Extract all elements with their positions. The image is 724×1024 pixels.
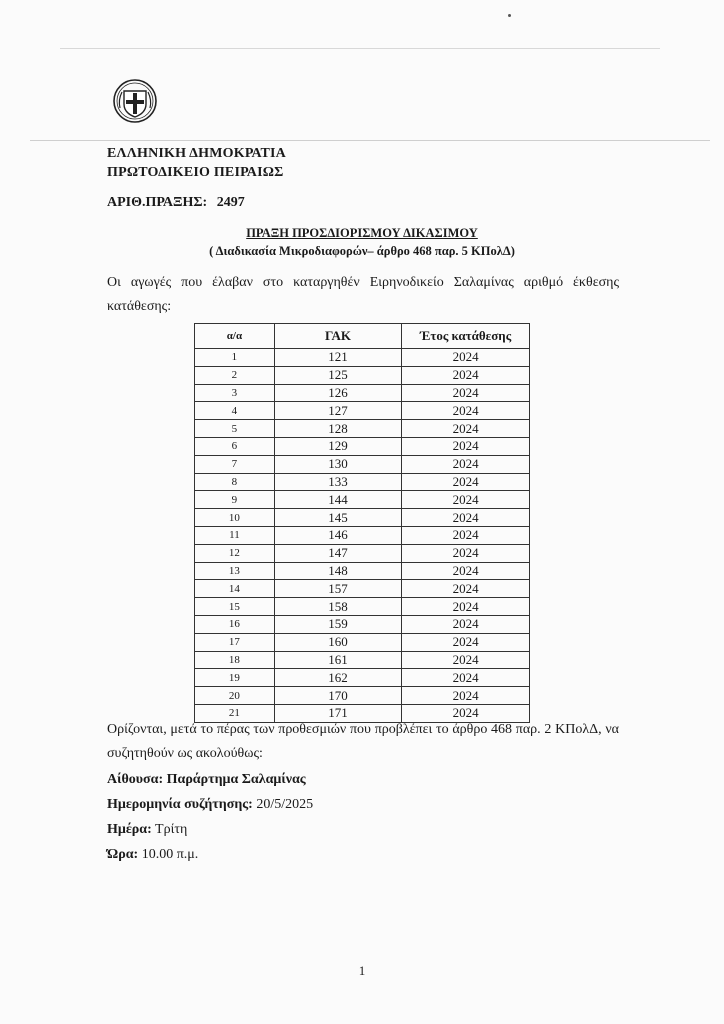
table-row [195,544,530,562]
table-row [195,615,530,633]
cell-gak: 158 [274,598,401,616]
cell-serial: 14 [195,580,275,598]
cell-serial: 5 [195,420,275,438]
cell-gak: 126 [274,384,401,402]
court-heading: ΠΡΩΤΟΔΙΚΕΙΟ ΠΕΙΡΑΙΩΣ [107,165,284,180]
cell-serial: 15 [195,598,275,616]
cell-serial: 10 [195,509,275,527]
cell-year: 2024 [402,491,530,509]
cell-gak: 129 [274,437,401,455]
cell-year: 2024 [402,366,530,384]
table-row [195,366,530,384]
greek-coat-of-arms-icon [112,78,158,124]
table-row [195,633,530,651]
cell-serial: 2 [195,366,275,384]
cell-year: 2024 [402,384,530,402]
cell-year: 2024 [402,509,530,527]
time-value: 10.00 π.μ. [141,847,199,862]
cell-serial: 11 [195,526,275,544]
table-row [195,349,530,367]
document-subtitle: ( Διαδικασία Μικροδιαφορών– άρθρο 468 παρ. 5 ΚΠολΔ) [209,244,515,258]
column-header-gak: ΓΑΚ [274,324,401,349]
table-row [195,420,530,438]
cell-year: 2024 [402,526,530,544]
hearing-date-line [107,797,313,813]
scan-speck [508,14,511,17]
cell-year: 2024 [402,687,530,705]
hall-line [107,772,306,788]
cell-year: 2024 [402,562,530,580]
table-row [195,455,530,473]
cell-year: 2024 [402,651,530,669]
cell-gak: 170 [274,687,401,705]
scan-artifact [30,140,710,141]
cell-serial: 6 [195,437,275,455]
cell-serial: 18 [195,651,275,669]
cell-gak: 160 [274,633,401,651]
cell-serial: 7 [195,455,275,473]
table-row [195,491,530,509]
cell-gak: 121 [274,349,401,367]
cell-year: 2024 [402,473,530,491]
act-number-label: ΑΡΙΘ.ΠΡΑΞΗΣ: [107,195,208,210]
time-label: Ώρα: [107,847,139,862]
table-header-row [195,324,530,349]
cell-gak: 125 [274,366,401,384]
cell-serial: 17 [195,633,275,651]
table-body [195,349,530,723]
hearing-date-value: 20/5/2025 [256,797,314,812]
cell-serial: 8 [195,473,275,491]
cell-gak: 144 [274,491,401,509]
cell-year: 2024 [402,420,530,438]
cell-serial: 16 [195,615,275,633]
cell-year: 2024 [402,455,530,473]
cell-gak: 161 [274,651,401,669]
cell-gak: 127 [274,402,401,420]
cell-serial: 12 [195,544,275,562]
cell-gak: 162 [274,669,401,687]
table-row [195,562,530,580]
column-header-serial: α/α [195,324,275,349]
cell-gak: 145 [274,509,401,527]
table-row [195,598,530,616]
document-title [0,226,724,241]
cell-gak: 128 [274,420,401,438]
page-number: 1 [358,963,366,978]
table-row [195,509,530,527]
table-row [195,437,530,455]
cell-year: 2024 [402,544,530,562]
table-row [195,687,530,705]
cell-gak: 159 [274,615,401,633]
cell-year: 2024 [402,633,530,651]
cases-table [194,323,530,723]
hall-label: Αίθουσα: Παράρτημα Σαλαμίνας [107,772,306,787]
table-row [195,651,530,669]
cell-serial: 1 [195,349,275,367]
cell-serial: 13 [195,562,275,580]
cell-serial: 20 [195,687,275,705]
day-line [107,822,187,838]
table-row [195,526,530,544]
cell-serial: 3 [195,384,275,402]
time-line [107,847,198,863]
act-number-value: 2497 [216,195,245,210]
cell-gak: 171 [274,704,401,722]
scan-artifact [60,48,660,49]
cell-year: 2024 [402,437,530,455]
cell-year: 2024 [402,580,530,598]
cell-serial: 4 [195,402,275,420]
table-row [195,384,530,402]
cell-gak: 157 [274,580,401,598]
cell-gak: 130 [274,455,401,473]
document-title-text: ΠΡΑΞΗ ΠΡΟΣΔΙΟΡΙΣΜΟΥ ΔΙΚΑΣΙΜΟΥ [246,226,478,240]
outro-paragraph: Ορίζονται, μετά το πέρας των προθεσμιών που προβλέπει το άρθρο 468 παρ. 2 ΚΠολΔ, να συζητηθούν ως ακολούθως: [107,722,619,761]
intro-paragraph: Οι αγωγές που έλαβαν στο καταργηθέν Ειρηνοδικείο Σαλαμίνας αριθμό έκθεσης κατάθεσης: [107,275,619,314]
table-row [195,402,530,420]
cell-serial: 19 [195,669,275,687]
cell-gak: 133 [274,473,401,491]
cell-year: 2024 [402,349,530,367]
hearing-date-label: Ημερομηνία συζήτησης: [107,797,253,812]
cell-year: 2024 [402,598,530,616]
cell-year: 2024 [402,615,530,633]
country-heading: ΕΛΛΗΝΙΚΗ ΔΗΜΟΚΡΑΤΙΑ [107,146,286,161]
cell-serial: 9 [195,491,275,509]
table-row [195,473,530,491]
cell-year: 2024 [402,669,530,687]
table-row [195,580,530,598]
table-row [195,669,530,687]
column-header-year: Έτος κατάθεσης [402,324,530,349]
cell-gak: 148 [274,562,401,580]
day-value: Τρίτη [155,822,188,837]
cell-year: 2024 [402,402,530,420]
cell-gak: 146 [274,526,401,544]
cell-year: 2024 [402,704,530,722]
act-number-line [107,195,245,211]
day-label: Ημέρα: [107,822,152,837]
cell-gak: 147 [274,544,401,562]
cell-serial: 21 [195,704,275,722]
